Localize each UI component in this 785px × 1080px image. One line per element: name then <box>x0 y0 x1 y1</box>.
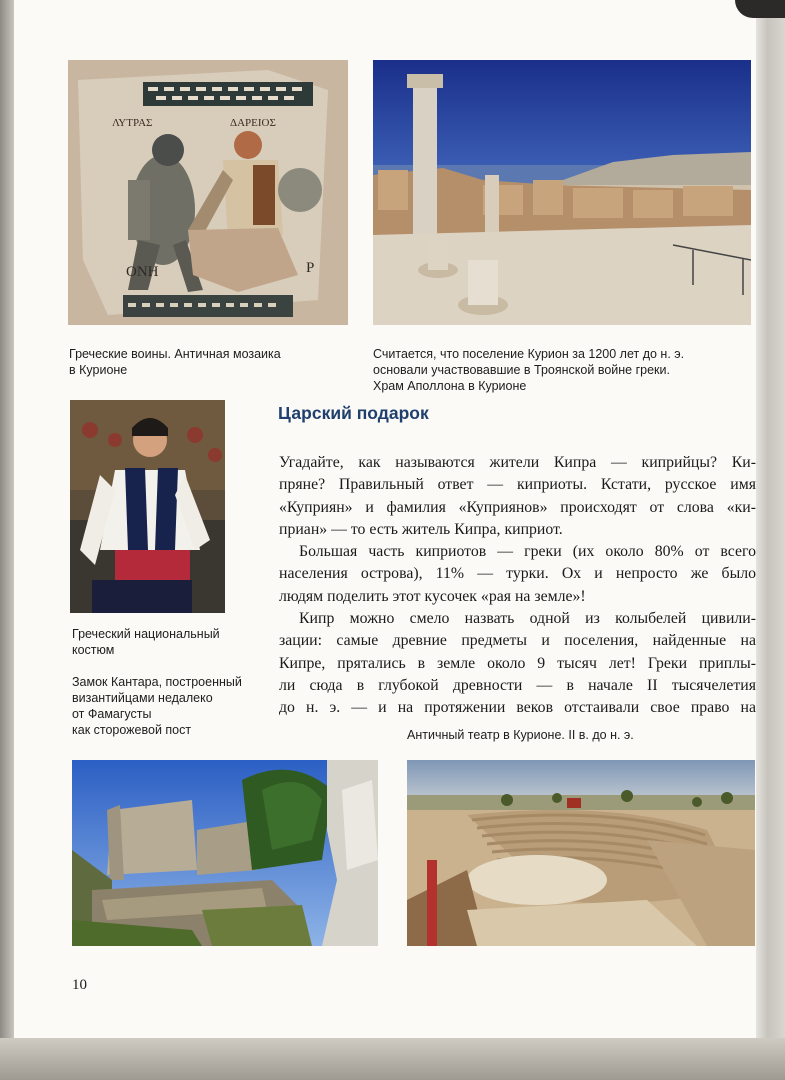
mosaic-inscription-bottom-left: ΟΝΗ <box>126 264 159 280</box>
text-line: Угадайте, как называются жители Кипра — киприйцы? Ки- <box>279 454 756 471</box>
book-spine <box>0 0 14 1080</box>
costume-photo <box>70 400 225 613</box>
text-line: Большая часть киприотов — греки (их около 80% от всего <box>299 543 756 561</box>
text-line: Кипр можно смело назвать одной из колыбелей цивили- <box>299 610 756 628</box>
castle-caption <box>72 674 242 738</box>
castle-photo <box>72 760 378 946</box>
caption-line: в Курионе <box>69 363 128 377</box>
mosaic-inscription-left: ΛΥΤΡΑΣ <box>112 117 153 129</box>
text-line: приан» — то есть житель Кипра, киприот. <box>279 520 563 538</box>
caption-line: Считается, что поселение Курион за 1200 лет до н. э. <box>373 347 685 361</box>
text-line: населения острова), 11% — турки. Ох и непросто же было <box>279 565 756 583</box>
caption-line: Греческие воины. Античная мозаика <box>69 347 281 361</box>
text-line: зации: самые древние предметы и поселения, найденные на <box>279 632 756 650</box>
caption-line: Замок Кантара, построенный <box>72 675 242 689</box>
caption-line: Храм Аполлона в Курионе <box>373 379 527 393</box>
text-line: до н. э. — и на протяжении веков отстаивали свое право на <box>279 699 756 717</box>
caption-line: Греческий национальный <box>72 627 220 641</box>
caption-line: византийцами недалеко <box>72 691 213 705</box>
caption-line: основали участвовавшие в Троянской войне греки. <box>373 363 670 377</box>
text-line: Кипре, прятались в земле около 9 тысяч лет! Греки приплы- <box>279 654 756 672</box>
page-number: 10 <box>72 977 87 993</box>
article-heading: Царский подарок <box>278 403 429 423</box>
page-bottom-edge <box>0 1038 785 1080</box>
mosaic-photo <box>68 60 348 325</box>
text-line: людям поделить этот кусочек «рая на земле»! <box>279 587 586 605</box>
page-edge <box>756 0 785 1080</box>
caption-line: от Фамагусты <box>72 707 152 721</box>
text-line: «Куприян» и фамилия «Куприянов» происходят от слова «ки- <box>279 498 756 516</box>
article-body <box>279 452 756 720</box>
temple-caption <box>373 346 684 394</box>
mosaic-inscription-bottom-right: Ρ <box>306 260 315 276</box>
caption-line: костюм <box>72 643 115 657</box>
caption-line: как сторожевой пост <box>72 723 192 737</box>
temple-photo <box>373 60 751 325</box>
theatre-photo <box>407 760 755 946</box>
mosaic-inscription-right: ΔΑΡΕΙΟΣ <box>230 117 276 129</box>
theatre-caption: Античный театр в Курионе. II в. до н. э. <box>407 728 634 742</box>
mosaic-caption <box>69 346 281 378</box>
costume-caption <box>72 626 220 658</box>
text-line: ли сюда в глубокой древности — в начале II тысячелетия <box>279 676 756 694</box>
text-line: пряне? Правильный ответ — киприоты. Кстати, русское имя <box>279 476 756 494</box>
